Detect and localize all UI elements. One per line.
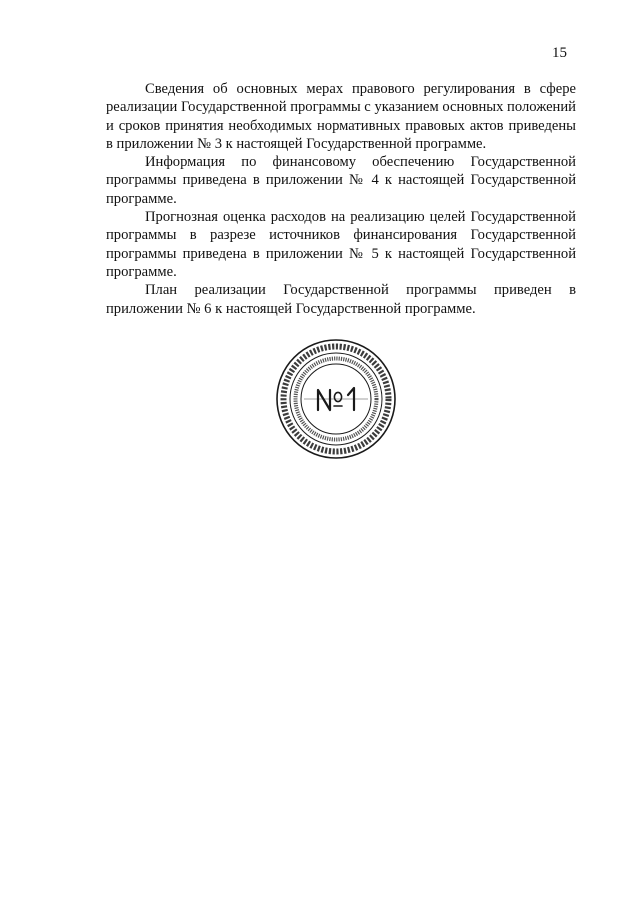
body-text	[106, 80, 576, 318]
paragraph-implementation-plan: План реализации Государственной программы приведен в приложении № 6 к настоящей Государственной программе.	[106, 282, 576, 317]
paragraph-legal-regulation: Сведения об основных мерах правового регулирования в сфере реализации Государственной программы с указанием основных положений и сроков принятия необходимых нормативных правовых актов приведены в приложении № 3 к настоящей Государственной программе.	[106, 81, 576, 152]
paragraph-expense-forecast: Прогнозная оценка расходов на реализацию целей Государственной программы в разрезе источников финансирования Государственной программы приведена в приложении № 5 к настоящей Государственной программе.	[106, 209, 576, 280]
paragraph-financial-support: Информация по финансовому обеспечению Государственной программы приведена в приложении № 4 к настоящей Государственной программе.	[106, 154, 576, 207]
seal-graphic	[274, 337, 398, 461]
page-number: 15	[552, 45, 567, 61]
official-seal	[274, 337, 398, 461]
